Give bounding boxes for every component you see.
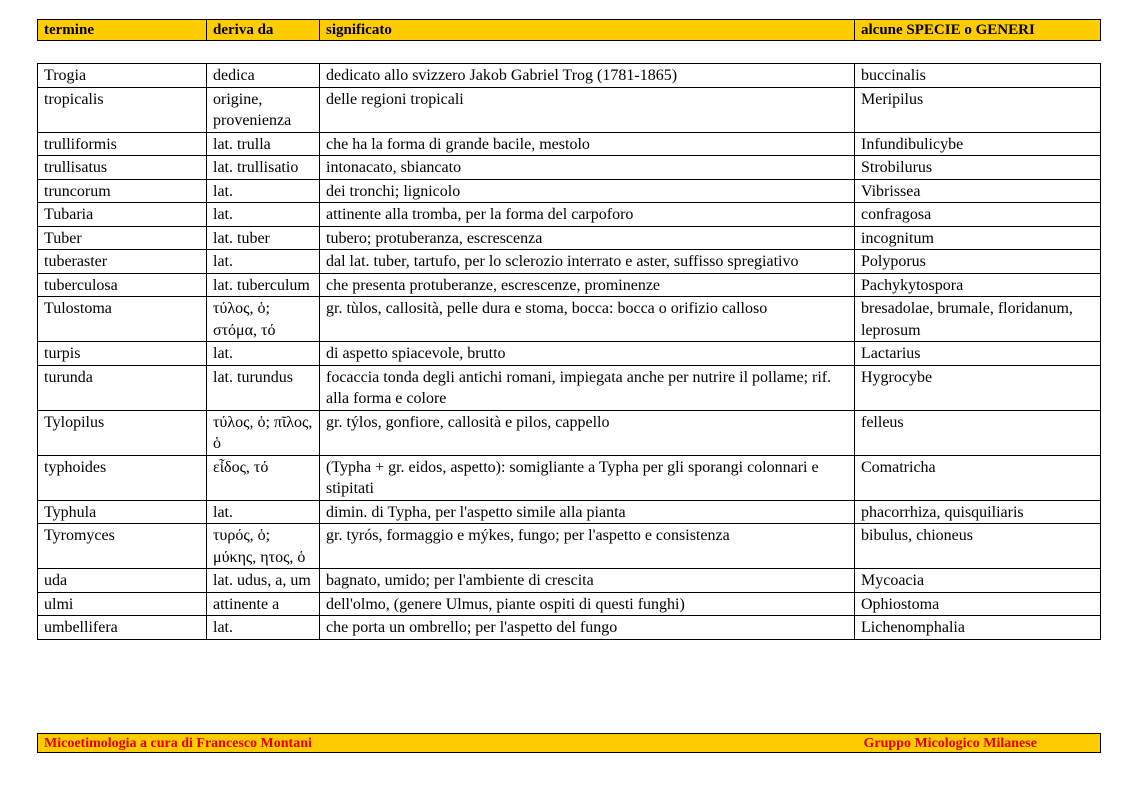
table-row: [38, 273, 1101, 297]
cell-specie: incognitum: [855, 226, 1101, 250]
header-termine: termine: [38, 20, 207, 41]
cell-specie: bresadolae, brumale, floridanum, leprosum: [855, 297, 1101, 342]
cell-termine: Tubaria: [38, 203, 207, 227]
cell-significato: che presenta protuberanze, escrescenze, prominenze: [320, 273, 855, 297]
cell-significato: bagnato, umido; per l'ambiente di crescita: [320, 569, 855, 593]
cell-significato: attinente alla tromba, per la forma del carpoforo: [320, 203, 855, 227]
table-row: [38, 500, 1101, 524]
cell-specie: bibulus, chioneus: [855, 524, 1101, 569]
table-row: [38, 342, 1101, 366]
cell-specie: Strobilurus: [855, 156, 1101, 180]
cell-termine: truncorum: [38, 179, 207, 203]
cell-significato: dimin. di Typha, per l'aspetto simile alla pianta: [320, 500, 855, 524]
header-band: [37, 19, 1101, 41]
cell-specie: Polyporus: [855, 250, 1101, 274]
table-row: [38, 524, 1101, 569]
cell-significato: focaccia tonda degli antichi romani, impiegata anche per nutrire il pollame; rif. alla forma e colore: [320, 365, 855, 410]
cell-significato: di aspetto spiacevole, brutto: [320, 342, 855, 366]
cell-specie: Lichenomphalia: [855, 616, 1101, 640]
cell-termine: umbellifera: [38, 616, 207, 640]
cell-deriva-da: lat. tuber: [207, 226, 320, 250]
cell-significato: dedicato allo svizzero Jakob Gabriel Trog (1781-1865): [320, 64, 855, 88]
cell-significato: che porta un ombrello; per l'aspetto del fungo: [320, 616, 855, 640]
cell-significato: gr. tùlos, callosità, pelle dura e stoma, bocca: bocca o orifizio calloso: [320, 297, 855, 342]
cell-specie: buccinalis: [855, 64, 1101, 88]
cell-specie: phacorrhiza, quisquiliaris: [855, 500, 1101, 524]
cell-deriva-da: lat.: [207, 616, 320, 640]
cell-deriva-da: lat.: [207, 203, 320, 227]
cell-termine: trullisatus: [38, 156, 207, 180]
table-row: [38, 250, 1101, 274]
cell-deriva-da: lat.: [207, 342, 320, 366]
cell-deriva-da: lat. trulla: [207, 132, 320, 156]
cell-termine: turpis: [38, 342, 207, 366]
header-specie: alcune SPECIE o GENERI: [855, 20, 1101, 41]
cell-deriva-da: dedica: [207, 64, 320, 88]
table-row: [38, 87, 1101, 132]
cell-specie: felleus: [855, 410, 1101, 455]
cell-termine: turunda: [38, 365, 207, 410]
cell-specie: Meripilus: [855, 87, 1101, 132]
cell-deriva-da: εἶδος, τό: [207, 455, 320, 500]
cell-deriva-da: τύλος, ὁ; πῖλος, ὁ: [207, 410, 320, 455]
cell-specie: Ophiostoma: [855, 592, 1101, 616]
cell-deriva-da: origine, provenienza: [207, 87, 320, 132]
cell-deriva-da: attinente a: [207, 592, 320, 616]
footer-author: Micoetimologia a cura di Francesco Montani: [38, 734, 858, 753]
cell-deriva-da: lat.: [207, 179, 320, 203]
table-row: [38, 226, 1101, 250]
cell-deriva-da: lat.: [207, 500, 320, 524]
cell-specie: Pachykytospora: [855, 273, 1101, 297]
cell-significato: gr. tyrós, formaggio e mýkes, fungo; per l'aspetto e consistenza: [320, 524, 855, 569]
cell-deriva-da: lat. tuberculum: [207, 273, 320, 297]
cell-deriva-da: τύλος, ὁ; στόμα, τό: [207, 297, 320, 342]
cell-significato: dal lat. tuber, tartufo, per lo sclerozio interrato e aster, suffisso spregiativo: [320, 250, 855, 274]
cell-termine: Tuber: [38, 226, 207, 250]
cell-termine: trulliformis: [38, 132, 207, 156]
cell-termine: tuberculosa: [38, 273, 207, 297]
table-row: [38, 365, 1101, 410]
table-row: [38, 455, 1101, 500]
cell-termine: Trogia: [38, 64, 207, 88]
table-row: [38, 179, 1101, 203]
cell-significato: dei tronchi; lignicolo: [320, 179, 855, 203]
cell-significato: tubero; protuberanza, escrescenza: [320, 226, 855, 250]
table-row: [38, 297, 1101, 342]
cell-termine: tropicalis: [38, 87, 207, 132]
cell-deriva-da: lat. turundus: [207, 365, 320, 410]
etymology-table: [37, 63, 1101, 640]
table-row: [38, 592, 1101, 616]
table-row: [38, 156, 1101, 180]
footer-group: Gruppo Micologico Milanese: [858, 734, 1101, 753]
cell-specie: Mycoacia: [855, 569, 1101, 593]
cell-specie: confragosa: [855, 203, 1101, 227]
footer-band: [37, 733, 1101, 753]
cell-specie: Hygrocybe: [855, 365, 1101, 410]
table-row: [38, 616, 1101, 640]
cell-termine: tuberaster: [38, 250, 207, 274]
cell-specie: Lactarius: [855, 342, 1101, 366]
cell-significato: che ha la forma di grande bacile, mestolo: [320, 132, 855, 156]
cell-significato: intonacato, sbiancato: [320, 156, 855, 180]
cell-termine: typhoides: [38, 455, 207, 500]
cell-specie: Comatricha: [855, 455, 1101, 500]
cell-termine: Tyromyces: [38, 524, 207, 569]
table-row: [38, 132, 1101, 156]
cell-deriva-da: τυρός, ὁ; μύκης, ητος, ὁ: [207, 524, 320, 569]
cell-deriva-da: lat. trullisatio: [207, 156, 320, 180]
cell-deriva-da: lat.: [207, 250, 320, 274]
cell-significato: dell'olmo, (genere Ulmus, piante ospiti di questi funghi): [320, 592, 855, 616]
table-row: [38, 64, 1101, 88]
cell-termine: ulmi: [38, 592, 207, 616]
table-row: [38, 569, 1101, 593]
cell-termine: uda: [38, 569, 207, 593]
table-row: [38, 203, 1101, 227]
table-body: [38, 64, 1101, 640]
cell-significato: gr. týlos, gonfiore, callosità e pilos, cappello: [320, 410, 855, 455]
cell-specie: Infundibulicybe: [855, 132, 1101, 156]
cell-specie: Vibrissea: [855, 179, 1101, 203]
header-significato: significato: [320, 20, 855, 41]
header-row: [38, 20, 1101, 41]
cell-significato: delle regioni tropicali: [320, 87, 855, 132]
table-row: [38, 410, 1101, 455]
footer-row: [38, 734, 1101, 753]
cell-termine: Typhula: [38, 500, 207, 524]
cell-significato: (Typha + gr. eidos, aspetto): somigliante a Typha per gli sporangi colonnari e stipitati: [320, 455, 855, 500]
header-deriva-da: deriva da: [207, 20, 320, 41]
cell-deriva-da: lat. udus, a, um: [207, 569, 320, 593]
cell-termine: Tylopilus: [38, 410, 207, 455]
cell-termine: Tulostoma: [38, 297, 207, 342]
